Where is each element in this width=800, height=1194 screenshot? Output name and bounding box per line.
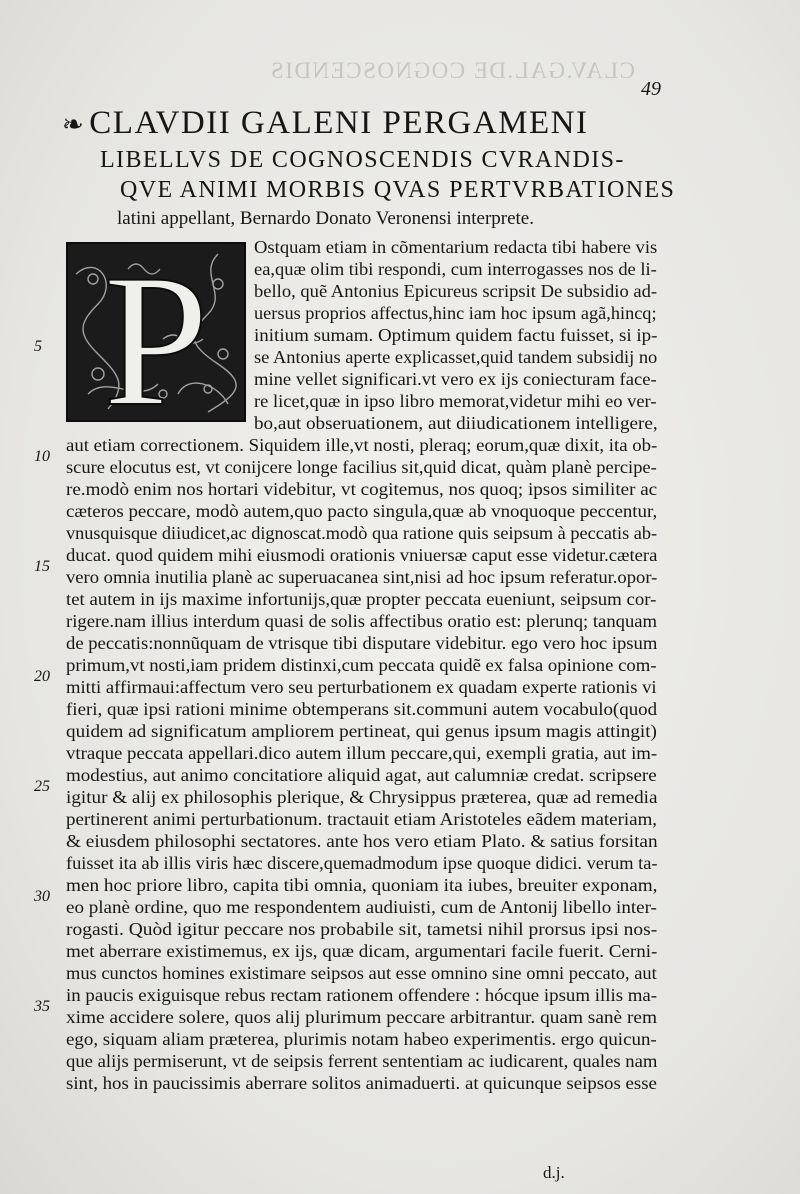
line-number: 10: [34, 448, 50, 465]
text-line: sint, hos in paucissimis aberrare solitos animaduerti. at quicunque seipsos esse: [66, 1073, 657, 1093]
text-line: vero omnia inutilia planè ac superuacanea sint,nisi ad hoc ipsum referatur.opor-: [66, 567, 658, 587]
text-line: rogasti. Quòd igitur peccare nos probabile sit, tametsi nihil prorsus ipsi nos-: [66, 919, 658, 939]
text-line: mitti affirmaui:affectum vero seu perturbationem ex quadam experte rationis vi: [66, 677, 657, 697]
line-number: 30: [34, 888, 50, 905]
fleuron-ornament-icon: ❧: [62, 110, 86, 139]
text-line: quidem ad significatum ampliorem pertineat, qui genus ipsum magis attingit): [66, 721, 657, 741]
title-line-1-text: CLAVDII GALENI PERGAMENI: [89, 105, 589, 141]
text-line: vtraque peccata appellari.dico autem illum peccare,qui, exempli gratia, aut im-: [66, 743, 658, 763]
title-line-2: LIBELLVS DE COGNOSCENDIS CVRANDIS-: [100, 147, 625, 173]
text-line: cæteros peccare, modò autem,quo pacto singula,quæ ab vnoquoque peccentur,: [66, 501, 658, 521]
text-line: Ostquam etiam in cõmentarium redacta tibi habere vis: [254, 237, 658, 257]
line-number: 35: [34, 998, 50, 1015]
page-number: 49: [641, 78, 661, 100]
text-line: men hoc priore libro, capita tibi omnia, quoniam ita iubes, breuiter exponam,: [66, 875, 658, 895]
line-number: 15: [34, 558, 50, 575]
title-line-4: latini appellant, Bernardo Donato Veronensi interprete.: [117, 208, 534, 229]
text-line: mine vellet significari.vt vero ex ijs coniecturam face-: [254, 369, 657, 389]
text-line: pertinerent animi perturbationum. tractauit etiam Aristoteles eãdem materiam,: [66, 809, 658, 829]
text-line: tet autem in ijs maxime infortunijs,quæ propter peccata eueniunt, seipsum cor-: [66, 589, 657, 609]
text-line: mus cunctos homines existimare seipsos aut esse omnino sine omni peccato, aut: [66, 963, 657, 983]
title-line-1: [62, 103, 722, 145]
text-line: ego, siquam aliam præterea, plurimis notam habeo experimentis. ergo quicun-: [66, 1029, 657, 1049]
text-line: initium sumam. Optimum quidem factu fuisset, si ip-: [254, 325, 658, 345]
text-line: vnusquisque diiudicet,ac dignoscat.modò qua ratione quis seipsum à peccatis ab-: [66, 523, 658, 543]
text-line: que alijs permiserunt, vt de seipsis ferrent sententiam ac iudicarent, quales nam: [66, 1051, 658, 1071]
text-line: de peccatis:nonnũquam de vtrisque tibi disputare videbitur. ego vero hoc ipsum: [66, 633, 658, 653]
text-line: re licet,quæ in ipso libro memorat,videtur mihi eo ver-: [254, 391, 657, 411]
text-line: & eiusdem philosophi sectatores. ante hos vero etiam Plato. & satius forsitan: [66, 831, 658, 851]
title-line-3: QVE ANIMI MORBIS QVAS PERTVRBATIONES: [120, 177, 676, 203]
text-line: fuisset ita ab illis viris hæc discere,quemadmodum ipse quoque didici. verum ta-: [66, 853, 658, 873]
text-line: rigere.nam illius interdum quasi de solis affectibus oratio est: plerunq; tanquam: [66, 611, 658, 631]
line-number: 5: [34, 338, 42, 355]
text-line: met aberrare existimemus, ex ijs, quæ dicam, argumentari facile fuerit. Cerni-: [66, 941, 658, 961]
text-line: re.modò enim nos hortari videbitur, vt cogitemus, nos quoq; ipsos similiter ac: [66, 479, 658, 499]
text-line: scure elocutus est, vt conijcere longe facilius sit,quid dicat, quàm planè percipe-: [66, 457, 657, 477]
text-line: primum,vt nosti,iam pridem distinxi,cum peccata quidẽ ex falsa opinione com-: [66, 655, 657, 675]
text-line: eo planè ordine, quo me respondentem audiuisti, cum de Antonij libello inter-: [66, 897, 657, 917]
signature-mark: d.j.: [543, 1163, 565, 1182]
text-line: aut etiam correctionem. Siquidem ille,vt nosti, pleraq; eorum,quæ dixit, ita ob-: [66, 435, 658, 455]
initial-letter: P: [103, 244, 209, 420]
text-line: in paucis exiguisque rebus rectam rationem offendere : hócque ipsum illis ma-: [66, 985, 658, 1005]
line-number: 25: [34, 778, 50, 795]
line-number: 20: [34, 668, 50, 685]
text-line: se Antonius aperte explicasset,quid tandem subsidij no: [254, 347, 658, 367]
text-line: modestius, aut animo concitatiore aliquid agat, aut calumniæ credat. scripsere: [66, 765, 657, 785]
text-line: bello, quẽ Antonius Epicureus scripsit De subsidio ad-: [254, 281, 658, 301]
text-line: ea,quæ olim tibi respondi, cum interrogasses nos de li-: [254, 259, 657, 279]
decorated-initial-p: [66, 242, 246, 422]
text-line: igitur & alij ex philosophis plerique, & Chrysippus præterea, quæ ad remedia: [66, 787, 658, 807]
floral-initial-icon: [68, 244, 244, 420]
text-line: bo,aut obseruationem, aut diiudicationem intelligere,: [254, 413, 658, 433]
text-line: ducat. quod quidem mihi eiusmodi orationis vniuersæ caput esse videtur.cætera: [66, 545, 658, 565]
text-line: fieri, quæ ipsi rationi minime obtemperans sit.communi autem vocabulo(quod: [66, 699, 658, 719]
text-line: xime accidere solere, quos alij plurimum peccare arbitrantur. quam sanè rem: [66, 1007, 657, 1027]
title-block: [62, 103, 722, 233]
text-line: uersus proprios affectus,hinc iam hoc ipsum agã,hincq;: [254, 303, 657, 323]
bleed-through-text: CLAV.GAL.DE COGNOSCENDIS: [269, 58, 635, 83]
